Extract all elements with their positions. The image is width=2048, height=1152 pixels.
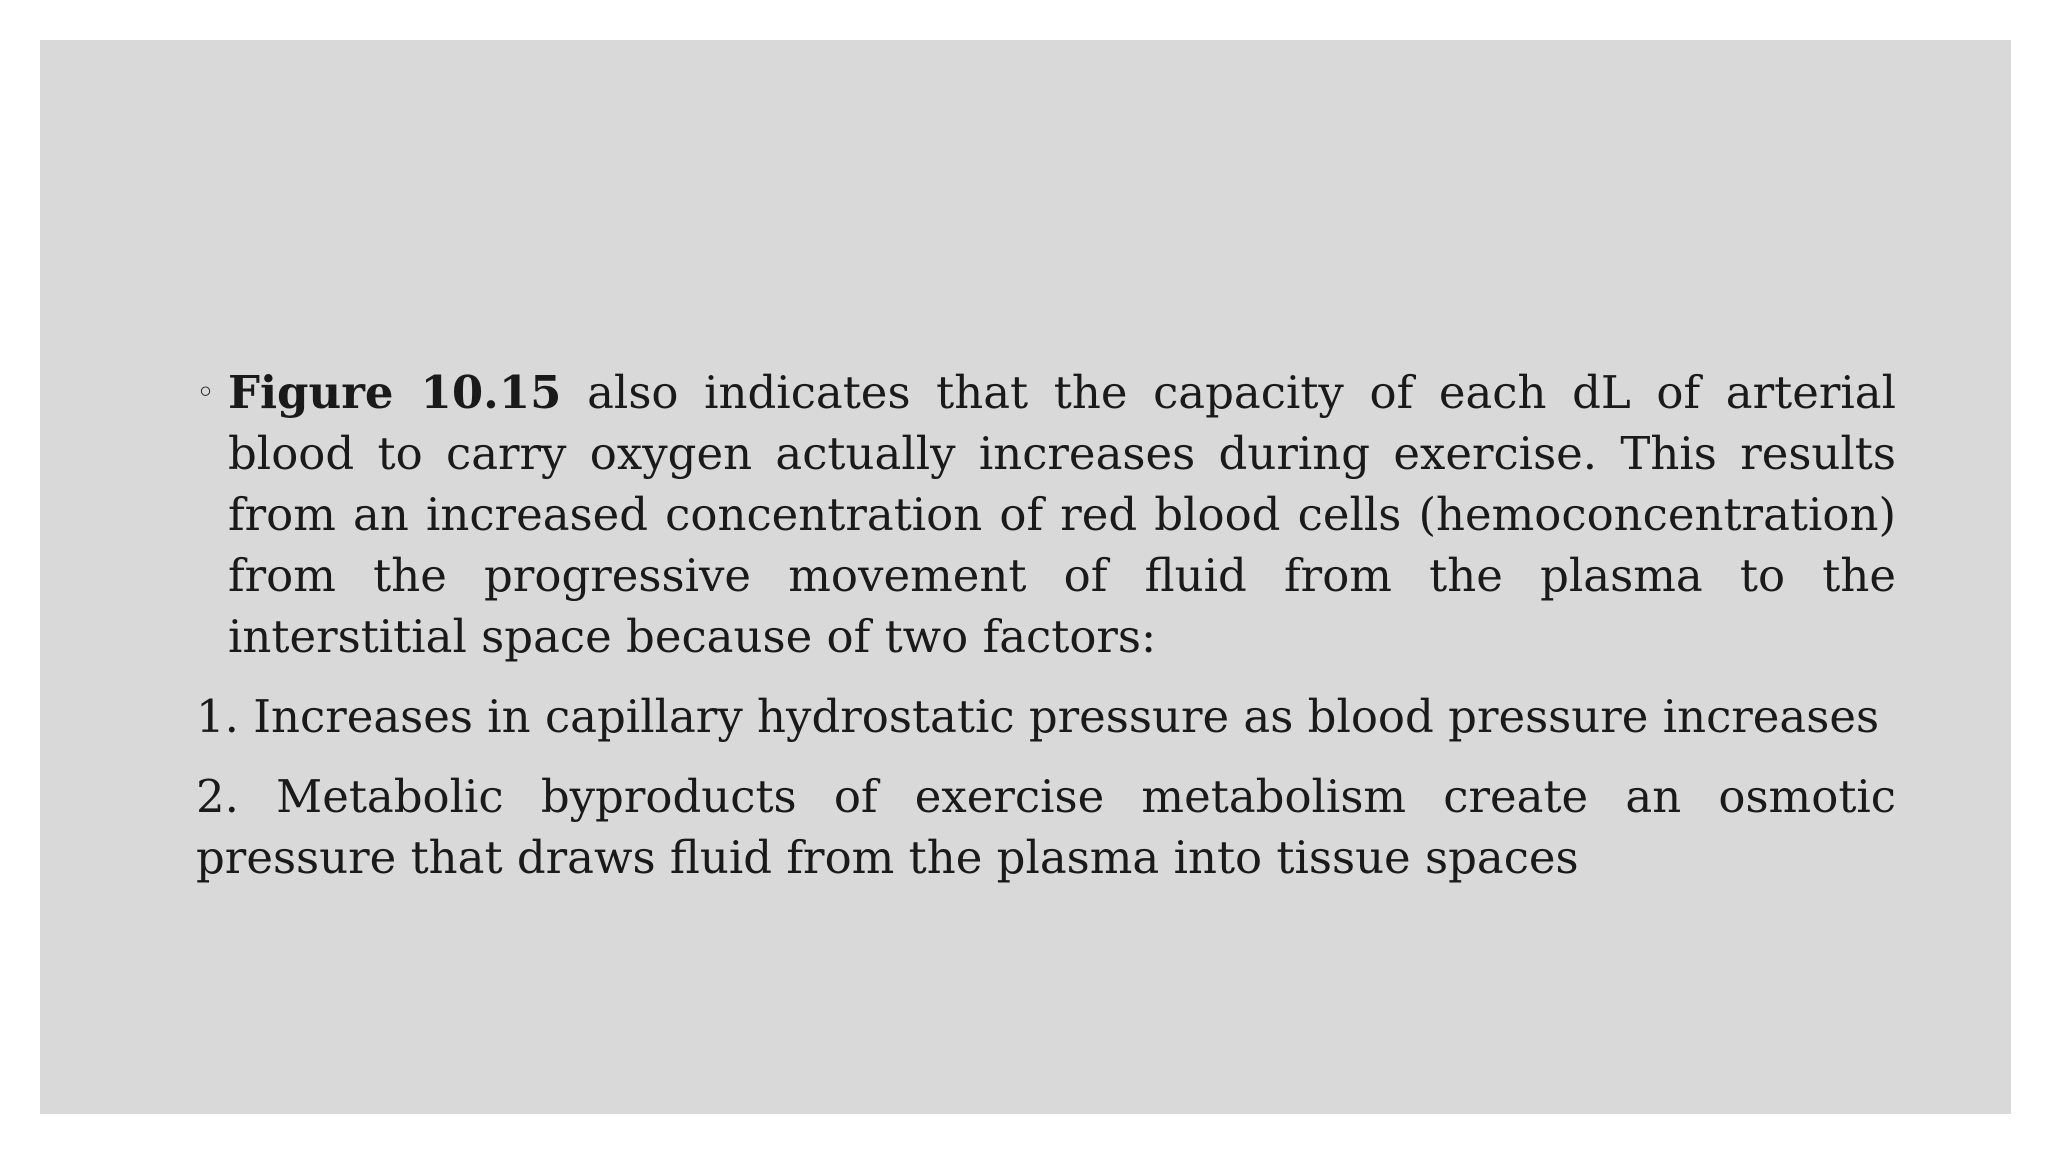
bullet-paragraph [196,362,1896,667]
bullet-text: also indicates that the capacity of each dL of arterial blood to carry oxygen actually increases during exercise. This results from an increased concentration of red blood cells (hemoconcentration) from the progressive movement of fluid from the plasma to the interstitial space because of two factors: [228,366,1896,663]
list-item-1: 1. Increases in capillary hydrostatic pressure as blood pressure increases [196,690,1880,743]
figure-reference: Figure 10.15 [228,366,562,419]
list-item-2: 2. Metabolic byproducts of exercise metabolism create an osmotic pressure that draws fluid from the plasma into tissue spaces [196,770,1896,884]
slide-content [196,362,1896,907]
slide [40,40,2011,1114]
hollow-bullet-icon: ◦ [196,373,215,411]
